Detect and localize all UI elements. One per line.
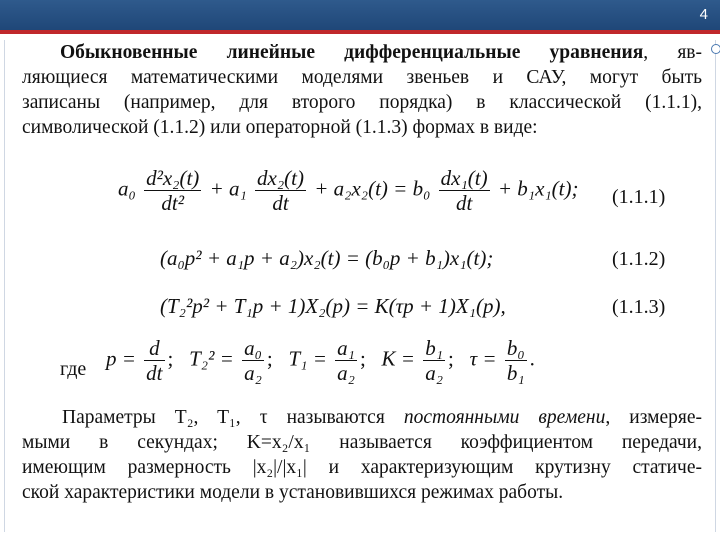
def-tau-num: b₀ <box>506 336 525 360</box>
params-line-2: мыми в секундах; K=x₂/x₁ называется коэффициентом передачи, <box>22 432 702 453</box>
def-t1-lhs: T₁ = <box>288 346 327 371</box>
eq1-num-2: dx₂(t) <box>257 166 304 190</box>
bold-term: Обыкновенные линейные дифференциальные уравнения <box>60 42 644 63</box>
eq1-frac-3 <box>439 166 490 215</box>
intro-line-2: ляющиеся математическими моделями звеньев и САУ, могут быть <box>22 67 702 88</box>
params-line-1-end: , измеряе- <box>605 407 702 428</box>
intro-line-1 <box>22 40 702 65</box>
def-sep-2: ; <box>266 346 273 371</box>
def-p-lhs: p = <box>106 346 136 371</box>
def-tau-frac <box>505 336 527 385</box>
equation-number-1: (1.1.1) <box>612 186 666 208</box>
intro-line-1-rest: , яв- <box>643 42 702 63</box>
where-label: где <box>60 358 87 380</box>
eq1-den-3: dt <box>455 191 473 215</box>
corner-bullet-icon <box>711 44 720 54</box>
def-sep-3: ; <box>359 346 366 371</box>
equation-number-3: (1.1.3) <box>612 296 666 318</box>
header-accent-line <box>0 30 720 34</box>
def-t2-frac <box>242 336 264 385</box>
params-line-1-start: Параметры T₂, T₁, τ называются <box>62 407 404 428</box>
eq1-frac-1 <box>144 166 201 215</box>
eq1-plus-a1: + a₁ <box>209 176 247 201</box>
eq1-a0: a₀ <box>118 176 136 201</box>
definitions-row <box>106 336 535 385</box>
params-line-3: имеющим размерность |x₂|/|x₁| и характеризующим крутизну статиче- <box>22 457 702 478</box>
def-k-num: b₁ <box>425 336 444 360</box>
eq1-num-3: dx₁(t) <box>440 166 488 190</box>
params-line-1 <box>22 405 702 430</box>
def-sep-4: ; <box>448 346 454 371</box>
def-t2-num: a₀ <box>244 336 262 360</box>
def-end: . <box>529 346 535 371</box>
time-constants-term: постоянными времени <box>403 407 606 428</box>
equation-number-2: (1.1.2) <box>612 248 666 270</box>
intro-line-3: записаны (например, для второго порядка) в классической (1.1.1), <box>22 92 702 113</box>
params-line-4: ской характеристики модели в установившихся режимах работы. <box>22 482 564 503</box>
def-k-den: a₂ <box>425 361 444 385</box>
def-tau-lhs: τ = <box>469 346 497 371</box>
parameters-paragraph <box>22 405 702 505</box>
eq1-num-1: d²x₂(t) <box>146 166 200 190</box>
intro-paragraph <box>22 40 702 140</box>
def-t2-den: a₂ <box>244 361 262 385</box>
def-t1-den: a₂ <box>337 361 355 385</box>
eq1-den-1: dt² <box>161 191 184 215</box>
equation-operator: (T₂²p² + T₁p + 1)X₂(p) = K(τp + 1)X₁(p), <box>160 294 506 318</box>
def-t1-frac <box>335 336 357 385</box>
equation-classical <box>118 166 579 215</box>
def-sep-1: ; <box>167 346 174 371</box>
def-p-den: dt <box>146 361 163 385</box>
page-number: 4 <box>699 6 708 23</box>
eq1-den-2: dt <box>272 191 289 215</box>
def-t1-num: a₁ <box>337 336 355 360</box>
slide-header-bar <box>0 0 720 30</box>
def-t2-lhs: T₂² = <box>189 346 234 371</box>
eq1-mid: + a₂x₂(t) = b₀ <box>314 176 431 201</box>
def-tau-den: b₁ <box>506 361 525 385</box>
eq1-frac-2 <box>255 166 306 215</box>
def-k-frac <box>423 336 445 385</box>
def-p-num: d <box>144 336 164 361</box>
intro-line-4: символической (1.1.2) или операторной (1.1.3) формах в виде: <box>22 117 538 138</box>
def-p-frac <box>144 336 164 385</box>
eq1-tail: + b₁x₁(t); <box>497 176 579 201</box>
equation-symbolic: (a₀p² + a₁p + a₂)x₂(t) = (b₀p + b₁)x₁(t); <box>160 246 494 270</box>
def-k-lhs: K = <box>381 346 415 371</box>
